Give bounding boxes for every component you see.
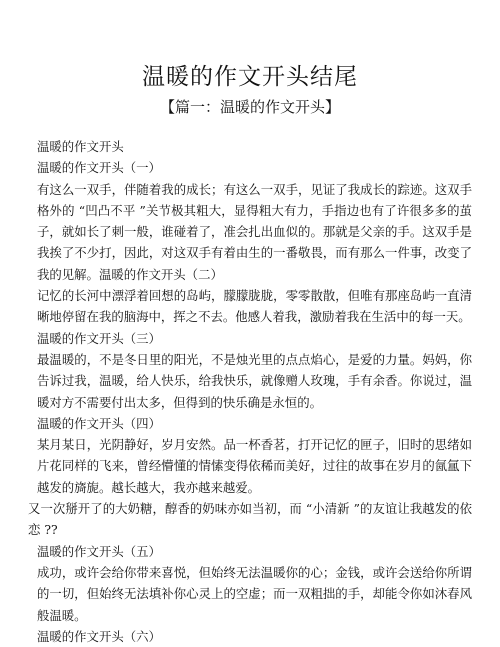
section-heading: 温暖的作文开头（一）	[37, 160, 161, 176]
section-heading: 温暖的作文开头（六）	[37, 628, 161, 644]
document-title: 温暖的作文开头结尾	[142, 64, 358, 90]
paragraph: 又一次掰开了的大奶糖，醇香的奶味亦如当初，而 “小清新 ”的友谊让我越发的依恋 ??	[28, 501, 472, 538]
section-heading: 温暖的作文开头（三）	[37, 330, 161, 346]
section-heading: 温暖的作文开头（四）	[37, 415, 161, 431]
paragraph: 某月某日，光阴静好，岁月安然。品一杯香茗，打开记忆的匣子，旧时的思绪如片花同样的飞来，曾经懵懂的情愫变得依稀而美好，过往的故事在岁月的氤氲下越发的旖旎。越长越大，我亦越来越爱。	[37, 437, 472, 495]
paragraph: 最温暖的，不是冬日里的阳光，不是烛光里的点点焰心，是爱的力量。妈妈，你告诉过我，温暖，给人快乐，给我快乐，就像赠人玫瑰，手有余香。你说过，温暖对方不需要付出太多，但得到的快乐确是永恒的。	[37, 351, 472, 410]
section-heading: 温暖的作文开头（五）	[37, 543, 161, 559]
section-title: 【篇一：温暖的作文开头】	[159, 98, 340, 116]
section-heading: 温暖的作文开头	[37, 139, 124, 154]
paragraph: 有这么一双手，伴随着我的成长；有这么一双手，见证了我成长的踪迹。这双手格外的 “凹凸不平 ”关节极其粗大，显得粗大有力，手指边也有了许很多多的茧子，就如长了刺一般，谁碰着了，准会扎出血似的。那就是父亲的手。这双手是我挨了不少打，因此，对这双手有着由生的一番敬畏，而有那么一件事，改变了我的见解。温暖的作文开头（二）	[37, 181, 472, 282]
document-body	[28, 136, 472, 647]
paragraph: 成功，或许会给你带来喜悦，但始终无法温暖你的心；金钱，或许会送给你所谓的一切，但始终无法填补你心灵上的空虚；而一双粗拙的手，却能令你如沐春风般温暖。	[37, 564, 472, 623]
paragraph: 记忆的长河中漂浮着回想的岛屿，朦朦胧胧，零零散散，但唯有那座岛屿一直清晰地停留在我的脑海中，挥之不去。他感人着我，激励着我在生活中的每一天。	[37, 288, 472, 325]
